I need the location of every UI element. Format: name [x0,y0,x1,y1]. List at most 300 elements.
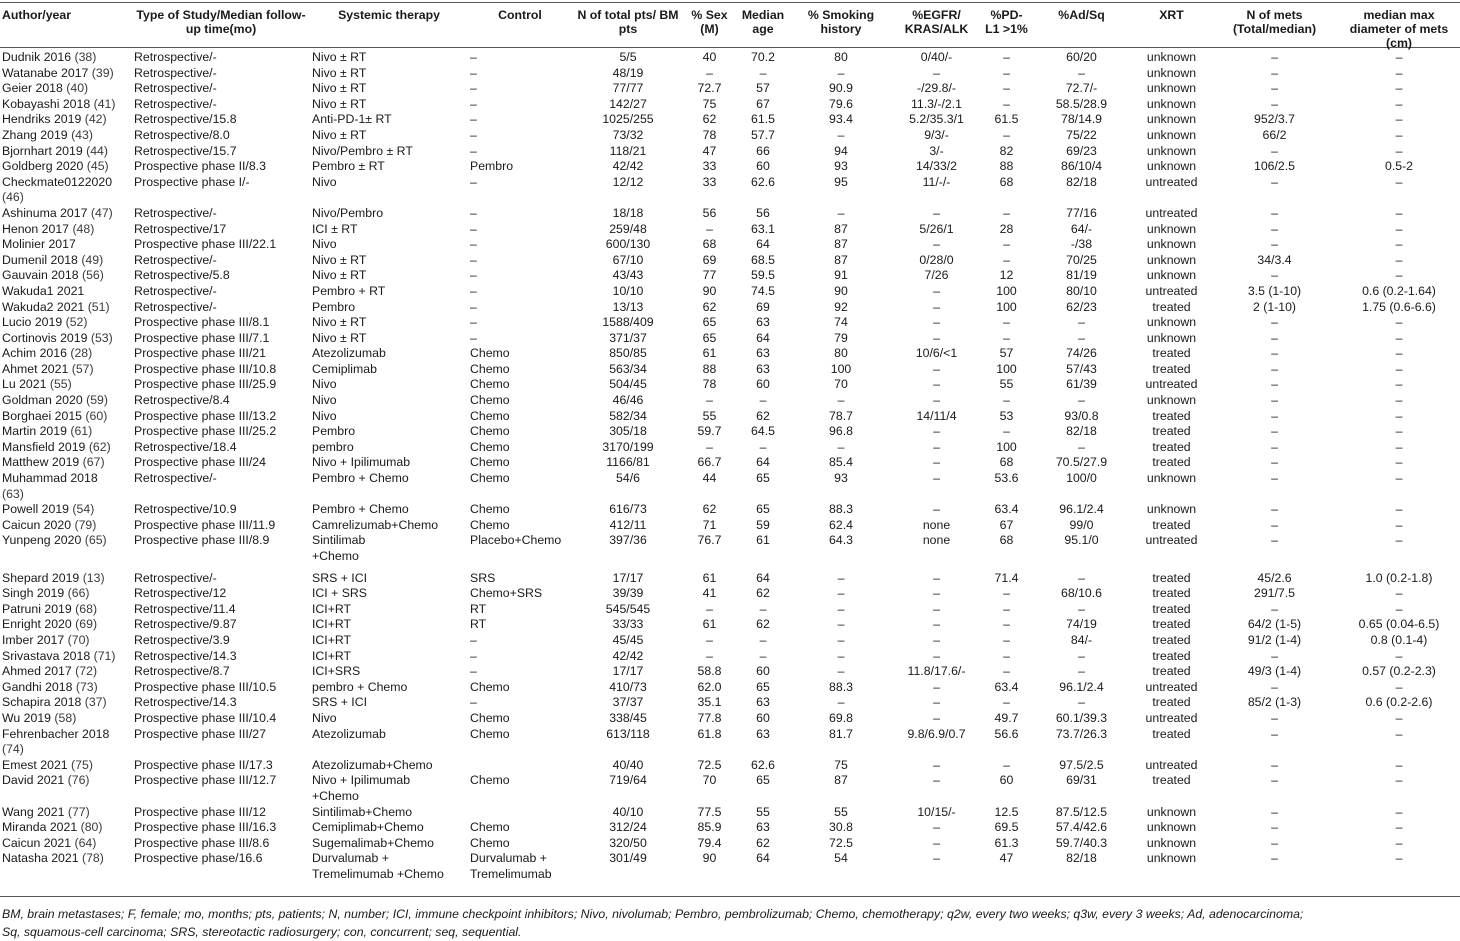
cell-author [0,805,132,821]
adsq-value: 70.5/27.9 [1055,455,1108,470]
sex-value: 77.5 [697,804,722,819]
cell-author [0,50,132,66]
cell-n [572,393,684,409]
cell-egfr [891,695,982,711]
adsq-value: 99/0 [1069,517,1094,532]
age-value: – [759,601,767,616]
cell-n [572,97,684,113]
smoke-value: 85.4 [829,455,853,470]
cell-smoke [791,820,891,836]
cell-adsq [1031,633,1132,649]
xrt-value: treated [1152,408,1191,423]
cell-xrt [1132,586,1211,602]
mets-value: – [1271,377,1278,392]
xrt-value: unknown [1146,835,1197,850]
n-value: 312/24 [609,820,647,835]
cell-diam [1338,664,1460,680]
xrt-value: treated [1152,361,1191,376]
adsq-value: – [1078,439,1085,454]
author-name: Watanabe 2017 [2,65,89,80]
sex-value: 72.7 [697,81,722,96]
cell-diam [1338,471,1460,502]
cell-sex [684,758,735,774]
cell-diam [1338,424,1460,440]
cell-diam [1338,758,1460,774]
cell-therapy [310,805,468,821]
control-value: Chemo [470,439,510,454]
cell-diam [1338,773,1460,804]
sex-value: 62 [702,502,717,517]
cell-adsq [1031,300,1132,316]
cell-age [735,393,791,409]
cell-therapy [310,471,468,502]
author-name: Geier 2018 [2,81,63,96]
therapy-value: ICI+RT [312,617,352,632]
author-name: Bjornhart 2019 [2,143,83,158]
cell-xrt [1132,362,1211,378]
cell-sex [684,315,735,331]
cell-pdl1 [982,602,1031,618]
cell-n [572,50,684,66]
smoke-value: – [837,439,845,454]
cell-therapy [310,586,468,602]
cell-mets [1211,727,1338,758]
smoke-value: 91 [834,268,848,283]
xrt-value: treated [1152,648,1191,663]
xrt-value: treated [1152,664,1191,679]
cell-egfr [891,602,982,618]
cell-study [132,565,310,587]
footnote-line: BM, brain metastases; F, female; mo, months; pts, patients; N, number; ICI, immune checkpoint inhibitors; Nivo, nivolumab; Pembro, pembrolizumab; Chemo, chemotherapy; q2w, every two weeks; q3w, every 3 weeks; Ad, adenocarcinoma; [2,907,1304,921]
table-row [0,649,1460,665]
control-value: Placebo+Chemo [470,533,562,548]
column-header: %EGFR/ KRAS/ALK [904,8,969,36]
cell-xrt [1132,206,1211,222]
therapy-value-line2: +Chemo [312,788,359,803]
smoke-value: 87 [834,221,848,236]
sex-value: 70 [702,773,717,788]
control-value: Chemo [470,517,510,532]
therapy-value: Sintilimab+Chemo [312,804,413,819]
cell-smoke [791,112,891,128]
n-value: 10/10 [612,283,644,298]
cell-therapy [310,393,468,409]
cell-sex [684,471,735,502]
cell-diam [1338,315,1460,331]
cell-adsq [1031,159,1132,175]
cell-author [0,112,132,128]
cell-diam [1338,284,1460,300]
column-header: Type of Study/Median follow-up time(mo) [136,8,306,36]
age-value: – [759,648,767,663]
cell-adsq [1031,664,1132,680]
cell-n [572,649,684,665]
cell-age [735,602,791,618]
adsq-value: 64/- [1070,221,1093,236]
cell-mets [1211,805,1338,821]
cell-n [572,471,684,502]
cell-xrt [1132,300,1211,316]
cell-smoke [791,253,891,269]
cell-xrt [1132,820,1211,836]
diam-value: – [1395,757,1403,772]
cell-egfr [891,393,982,409]
cell-adsq [1031,649,1132,665]
cell-therapy [310,362,468,378]
study-value: Prospective phase III/8.6 [134,835,270,850]
cell-smoke [791,565,891,587]
cell-age [735,175,791,206]
study-value: Prospective phase III/21 [134,346,266,361]
cell-therapy [310,346,468,362]
cell-control [468,586,572,602]
control-value: – [470,65,477,80]
study-value: Retrospective/11.4 [134,601,236,616]
therapy-value: Pembro + Chemo [312,471,409,486]
cell-study [132,128,310,144]
cell-pdl1 [982,617,1031,633]
cell-control [468,758,572,774]
cell-n [572,331,684,347]
diam-value: – [1395,252,1403,267]
cell-study [132,315,310,331]
n-value: 42/42 [612,648,644,663]
table-row [0,284,1460,300]
n-value: 397/36 [609,533,647,548]
author-name: Schapira 2018 [2,695,82,710]
table-row [0,66,1460,82]
cell-author [0,253,132,269]
cell-mets [1211,455,1338,471]
table-row [0,518,1460,534]
diam-value: – [1395,315,1403,330]
study-value: Retrospective/- [134,96,217,111]
adsq-value: -/38 [1070,237,1093,252]
xrt-value: treated [1152,424,1191,439]
smoke-value: 88.3 [829,502,853,517]
cell-smoke [791,695,891,711]
cell-sex [684,533,735,564]
cell-author [0,424,132,440]
mets-value: – [1271,237,1278,252]
adsq-value: 72.7/- [1065,81,1098,96]
smoke-value: 30.8 [829,820,853,835]
author-name: Lucio 2019 [2,315,63,330]
diam-value: – [1395,502,1403,517]
cell-smoke [791,633,891,649]
age-value: 60 [756,664,770,679]
cell-smoke [791,711,891,727]
control-value: Chemo [470,502,510,517]
cell-age [735,455,791,471]
cell-adsq [1031,758,1132,774]
diam-value: – [1395,648,1403,663]
therapy-value: SRS + ICI [312,695,368,710]
cell-xrt [1132,565,1211,587]
control-value: Chemo [470,679,510,694]
citation-ref: (77) [67,804,90,819]
n-value: 43/43 [612,268,644,283]
study-value: Retrospective/5.8 [134,268,230,283]
pdl1-value: – [1003,237,1010,252]
citation-ref: (75) [71,757,93,772]
cell-age [735,362,791,378]
xrt-value: untreated [1145,710,1198,725]
cell-n [572,602,684,618]
n-value: 338/45 [609,710,647,725]
cell-mets [1211,518,1338,534]
cell-sex [684,222,735,238]
cell-age [735,851,791,882]
egfr-value: – [933,757,940,772]
xrt-value: unknown [1146,330,1197,345]
cell-author [0,680,132,696]
cell-age [735,253,791,269]
cell-age [735,331,791,347]
sex-value: 33 [702,159,717,174]
cell-control [468,81,572,97]
adsq-value: 82/18 [1066,424,1097,439]
cell-smoke [791,440,891,456]
diam-value: – [1395,143,1403,158]
therapy-value: ICI + SRS [312,586,368,601]
bottom-rule [0,896,1460,897]
cell-sex [684,112,735,128]
author-name: Dudnik 2016 [2,50,72,64]
pdl1-value: 53 [999,408,1014,423]
cell-sex [684,820,735,836]
author-name: Martin 2019 [2,424,67,439]
sex-value: – [706,393,713,408]
cell-n [572,680,684,696]
citation-ref: (70) [67,632,90,647]
smoke-value: 78.7 [829,408,853,423]
cell-author [0,315,132,331]
cell-egfr [891,362,982,378]
author-name: Dumenil 2018 [2,252,78,267]
n-value: 67/10 [612,252,644,267]
pdl1-value: – [1003,205,1010,220]
cell-sex [684,377,735,393]
column-header: Systemic therapy [338,8,440,22]
cell-control [468,565,572,587]
therapy-value: Nivo/Pembro [312,205,384,220]
cell-adsq [1031,66,1132,82]
cell-pdl1 [982,502,1031,518]
study-value: Prospective phase III/10.5 [134,679,277,694]
cell-xrt [1132,346,1211,362]
n-value: 3170/199 [602,439,654,454]
cell-smoke [791,284,891,300]
study-value: Prospective phase III/11.9 [134,517,276,532]
cell-pdl1 [982,81,1031,97]
mets-value: – [1271,710,1278,725]
cell-diam [1338,50,1460,66]
adsq-value: 77/16 [1066,205,1097,220]
egfr-value: 11/-/- [922,174,951,189]
cell-control [468,409,572,425]
citation-ref: (58) [54,710,77,725]
sex-value: 62 [702,112,717,127]
cell-control [468,315,572,331]
cell-egfr [891,805,982,821]
smoke-value: 94 [834,143,848,158]
cell-author [0,502,132,518]
cell-study [132,633,310,649]
n-value: 371/37 [609,330,647,345]
cell-pdl1 [982,175,1031,206]
cell-diam [1338,237,1460,253]
cell-mets [1211,50,1338,66]
cell-adsq [1031,727,1132,758]
pdl1-value: – [1003,586,1010,601]
n-value: 563/34 [609,361,647,376]
control-value: Chemo [470,471,510,486]
cell-pdl1 [982,727,1031,758]
table-row [0,237,1460,253]
adsq-value: 95.1/0 [1064,533,1099,548]
age-value: 62 [756,586,770,601]
cell-study [132,649,310,665]
cell-smoke [791,758,891,774]
cell-xrt [1132,393,1211,409]
sex-value: – [706,648,713,663]
cell-pdl1 [982,805,1031,821]
sex-value: 78 [702,127,717,142]
cell-diam [1338,649,1460,665]
adsq-value: 93/0.8 [1064,408,1099,423]
cell-control [468,175,572,206]
cell-mets [1211,773,1338,804]
diam-value: – [1395,710,1403,725]
cell-n [572,440,684,456]
citation-ref: (43) [71,127,93,142]
mets-value: 45/2.6 [1257,570,1292,585]
cell-diam [1338,377,1460,393]
pdl1-value: 61.5 [994,112,1019,127]
table-footnote [2,905,1458,941]
egfr-value: – [933,710,940,725]
cell-study [132,851,310,882]
n-value: 259/48 [609,221,647,236]
cell-pdl1 [982,424,1031,440]
cell-mets [1211,565,1338,587]
control-value: Chemo+SRS [470,586,543,601]
age-value: 68.5 [751,252,775,267]
sex-value: 77.8 [697,710,722,725]
smoke-value: 88.3 [829,679,853,694]
author-name: Goldberg 2020 [2,159,84,174]
n-value: 39/39 [612,586,644,601]
cell-therapy [310,820,468,836]
cell-sex [684,284,735,300]
cell-sex [684,144,735,160]
cell-sex [684,253,735,269]
cell-adsq [1031,424,1132,440]
author-name: Caicun 2020 [2,517,72,532]
citation-ref: (79) [74,517,97,532]
cell-therapy [310,112,468,128]
diam-value: 0.6 (0.2-1.64) [1362,283,1436,298]
cell-adsq [1031,112,1132,128]
table-row [0,711,1460,727]
pdl1-value: – [1003,601,1010,616]
cell-egfr [891,533,982,564]
cell-age [735,128,791,144]
cell-mets [1211,758,1338,774]
age-value: 62.6 [751,174,775,189]
pdl1-value: 57 [999,346,1014,361]
cell-smoke [791,175,891,206]
citation-ref: (68) [75,601,98,616]
table-row [0,377,1460,393]
smoke-value: – [837,586,845,601]
column-header: N of total pts/ BM pts [577,8,679,36]
age-value: 69 [756,299,770,314]
cell-diam [1338,805,1460,821]
therapy-value-line2: +Chemo [312,549,359,563]
cell-diam [1338,602,1460,618]
egfr-value: 5/26/1 [919,221,954,236]
smoke-value: 70 [834,377,848,392]
cell-adsq [1031,144,1132,160]
study-value: Retrospective/- [134,299,217,314]
cell-study [132,586,310,602]
cell-age [735,695,791,711]
study-value: Prospective phase III/13.2 [134,408,277,423]
study-value: Prospective phase III/12 [134,804,266,819]
smoke-value: 87 [834,252,848,267]
cell-therapy [310,455,468,471]
sex-value: 77 [702,268,717,283]
cell-author [0,284,132,300]
cell-age [735,50,791,66]
age-value: 64 [756,330,770,345]
smoke-value: – [837,393,845,408]
cell-study [132,533,310,564]
cell-adsq [1031,471,1132,502]
sex-value: 90 [702,283,717,298]
cell-sex [684,300,735,316]
control-value: RT [470,617,487,632]
egfr-value: – [933,820,940,835]
cell-mets [1211,346,1338,362]
age-value: 63.1 [751,221,775,236]
pdl1-value: – [1003,50,1010,64]
cell-study [132,680,310,696]
control-value: – [470,299,477,314]
n-value: 616/73 [609,502,647,517]
cell-adsq [1031,222,1132,238]
cell-control [468,664,572,680]
cell-egfr [891,222,982,238]
pdl1-value: – [1003,648,1010,663]
cell-study [132,518,310,534]
cell-adsq [1031,175,1132,206]
age-value: – [759,632,767,647]
adsq-value: 87.5/12.5 [1055,804,1108,819]
cell-n [572,758,684,774]
xrt-value: treated [1152,346,1191,361]
pdl1-value: 55 [999,377,1014,392]
data-table [0,4,1460,882]
mets-value: – [1271,455,1278,470]
cell-xrt [1132,144,1211,160]
control-value: – [470,268,477,283]
table-row [0,300,1460,316]
cell-therapy [310,66,468,82]
cell-egfr [891,159,982,175]
